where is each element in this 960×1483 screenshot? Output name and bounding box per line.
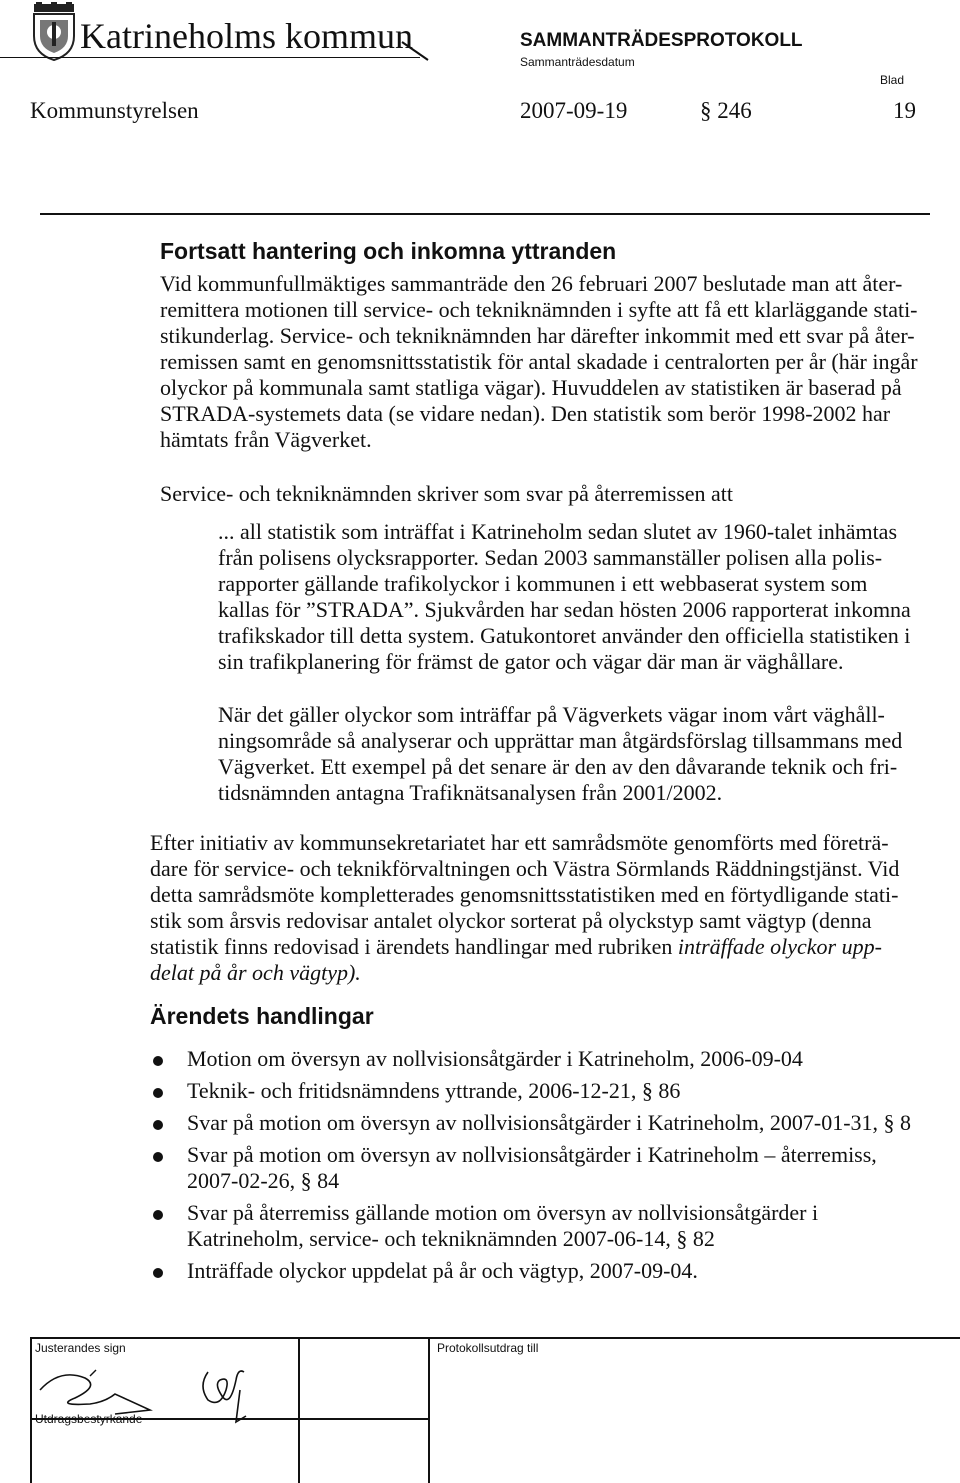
municipal-coat-of-arms-icon <box>30 2 78 62</box>
bullet-icon <box>153 1120 163 1130</box>
top-rule <box>40 213 930 215</box>
date-caption: Sammanträdesdatum <box>520 55 635 69</box>
paragraph-line-text: statistik finns redovisad i ärendets handlingar med rubriken <box>150 934 673 959</box>
quote-line: Vägverket. Ett exempel på det senare är den av den dåvarande teknik och fri- <box>218 754 898 779</box>
paragraph-number: § 246 <box>700 98 752 123</box>
quote-line: sin trafikplanering för främst de gator och vägar där man är väghållare. <box>218 649 844 674</box>
municipality-name: Katrineholms kommun <box>80 16 413 56</box>
paragraph-line: hämtats från Vägverket. <box>160 427 372 452</box>
quote-line: ningsområde så analyserar och upprättar man åtgärdsförslag tillsammans med <box>218 728 903 753</box>
document-list-item-text: Svar på motion om översyn av nollvisionsåtgärder i Katrineholm – återremiss, <box>187 1142 877 1167</box>
page-number: 19 <box>893 98 916 123</box>
document-list-item-text: Inträffade olyckor uppdelat på år och vägtyp, 2007-09-04. <box>187 1258 698 1283</box>
paragraph-line: stik som årsvis redovisar antalet olyckor sorterat på olyckstyp samt vägtyp (denna <box>150 908 872 933</box>
document-list-item-text: Motion om översyn av nollvisionsåtgärder i Katrineholm, 2006-09-04 <box>187 1046 803 1071</box>
paragraph-line: Efter initiativ av kommunsekretariatet har ett samrådsmöte genomförts med företrä- <box>150 830 889 855</box>
document-list-item-text: Katrineholm, service- och tekniknämnden 2007-06-14, § 82 <box>187 1226 715 1251</box>
section-heading: Fortsatt hantering och inkomna yttranden <box>160 238 617 264</box>
paragraph-line: stikunderlag. Service- och tekniknämnden har därefter inkommit med ett svar på åter- <box>160 323 915 348</box>
bullet-icon <box>153 1088 163 1098</box>
paragraph-line: STRADA-systemets data (se vidare nedan). Den statistik som berör 1998-2002 har <box>160 401 891 426</box>
document-list-item-text: Svar på återremiss gällande motion om översyn av nollvisionsåtgärder i <box>187 1200 819 1225</box>
body-name: Kommunstyrelsen <box>30 98 199 123</box>
protokollsutdrag-label: Protokollsutdrag till <box>437 1341 539 1355</box>
document-list-item <box>150 1078 930 1104</box>
document-list-item-text: Svar på motion om översyn av nollvisionsåtgärder i Katrineholm, 2007-01-31, § 8 <box>187 1110 912 1135</box>
bullet-icon <box>153 1210 163 1220</box>
document-list-item <box>150 1258 930 1284</box>
bullet-icon <box>153 1056 163 1066</box>
document-list-item <box>150 1142 930 1194</box>
quote-line: ... all statistik som inträffat i Katrineholm sedan slutet av 1960-talet inhämtas <box>218 519 898 544</box>
justerandes-sign-label: Justerandes sign <box>35 1341 126 1355</box>
italic-rubric: delat på år och vägtyp). <box>150 960 361 985</box>
documents-list <box>150 1046 930 1290</box>
paragraph-line <box>150 960 361 986</box>
quote-line: När det gäller olyckor som inträffar på Vägverkets vägar inom vårt väghåll- <box>218 702 885 727</box>
utdragsbestyrkande-label: Utdragsbestyrkande <box>35 1412 143 1426</box>
paragraph-line: Vid kommunfullmäktiges sammanträde den 26 februari 2007 beslutade man att åter- <box>160 271 903 296</box>
signature-box-protokoll <box>430 1337 960 1483</box>
page-caption: Blad <box>880 73 905 87</box>
document-list-item-text: 2007-02-26, § 84 <box>187 1168 340 1193</box>
paragraph-line: detta samrådsmöte kompletterades genomsnittsstatistiken med en förtydligande stati- <box>150 882 899 907</box>
bullet-icon <box>153 1268 163 1278</box>
document-list-item <box>150 1200 930 1252</box>
paragraph-line: olyckor på kommunala samt statliga vägar). Huvuddelen av statistiken är baserad på <box>160 375 902 400</box>
paragraph-line: remissen samt en genomsnittsstatistik för antal skadade i centralorten per år (här ingår <box>160 349 918 374</box>
document-list-item <box>150 1110 930 1136</box>
document-type: SAMMANTRÄDESPROTOKOLL <box>520 30 803 51</box>
intro-line: Service- och tekniknämnden skriver som svar på återremissen att <box>160 481 734 506</box>
quote-line: kallas för ”STRADA”. Sjukvården har sedan hösten 2006 rapporterat inkomna <box>218 597 911 622</box>
bullet-icon <box>153 1152 163 1162</box>
section-heading: Ärendets handlingar <box>150 1003 374 1029</box>
document-list-item-text: Teknik- och fritidsnämndens yttrande, 2006-12-21, § 86 <box>187 1078 681 1103</box>
signature-box-secondary <box>300 1337 430 1483</box>
quote-line: från polisens olycksrapporter. Sedan 2003 sammanställer polisen alla polis- <box>218 545 883 570</box>
quote-line: tidsnämnden antagna Trafiknätsanalysen från 2001/2002. <box>218 780 723 805</box>
paragraph-line: dare för service- och teknikförvaltningen och Västra Sörmlands Räddningstjänst. Vid <box>150 856 900 881</box>
paragraph-line <box>150 934 882 960</box>
document-list-item <box>150 1046 930 1072</box>
meeting-date: 2007-09-19 <box>520 98 628 123</box>
quote-line: rapporter gällande trafikolyckor i kommunen i ett webbaserat system som <box>218 571 868 596</box>
handwritten-signature-icon <box>30 1350 290 1430</box>
paragraph-line: remittera motionen till service- och tekniknämnden i syfte att få ett klarläggande stati- <box>160 297 918 322</box>
italic-rubric: inträffade olyckor upp- <box>677 934 882 959</box>
quote-line: trafikskador till detta system. Gatukontoret använder den officiella statistiken i <box>218 623 911 648</box>
